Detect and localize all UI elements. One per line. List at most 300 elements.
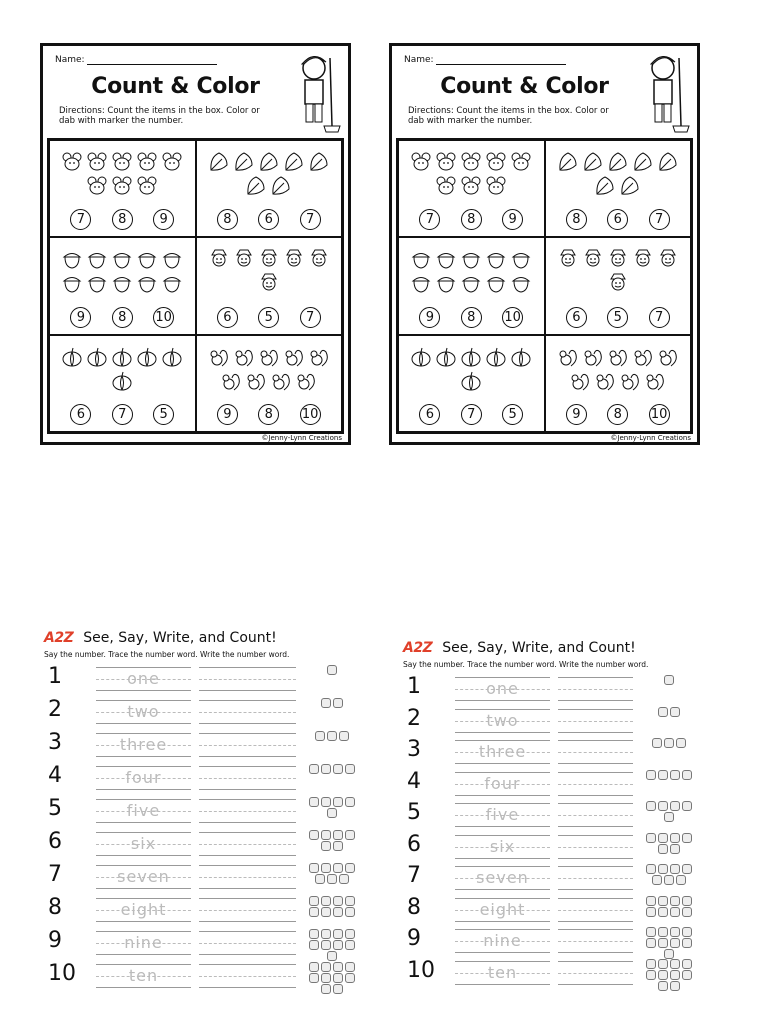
count-picture-icon bbox=[339, 874, 349, 884]
number-choice-circle[interactable]: 7 bbox=[300, 209, 321, 230]
squirrel-icon bbox=[208, 346, 230, 368]
number-numeral: 6 bbox=[48, 829, 62, 854]
trace-word: three bbox=[119, 735, 168, 754]
count-picture-icon bbox=[309, 896, 319, 906]
count-picture-icon bbox=[658, 907, 668, 917]
directions-text: Directions: Count the items in the box. Color or dab with marker the number. bbox=[408, 106, 609, 126]
count-picture-icon bbox=[309, 830, 319, 840]
name-label: Name: bbox=[404, 55, 434, 65]
acorn-icon bbox=[460, 248, 482, 270]
mouse-icon bbox=[435, 175, 457, 197]
leaf-icon bbox=[308, 151, 330, 173]
boy-with-rake-icon bbox=[292, 48, 342, 134]
count-picture-icon bbox=[658, 896, 668, 906]
count-picture-icon bbox=[321, 863, 331, 873]
trace-word-line[interactable] bbox=[455, 929, 550, 953]
count-pictures bbox=[643, 801, 695, 822]
number-numeral: 6 bbox=[407, 831, 421, 857]
acorn-icon bbox=[161, 272, 183, 294]
number-row bbox=[403, 769, 699, 799]
write-word-line[interactable] bbox=[558, 740, 633, 764]
squirrel-icon bbox=[270, 370, 292, 392]
count-pictures bbox=[306, 764, 358, 774]
leaf-icon bbox=[270, 175, 292, 197]
trace-word-line[interactable] bbox=[96, 931, 191, 955]
scarecrow-icon bbox=[632, 248, 654, 270]
trace-word-line[interactable] bbox=[455, 803, 550, 827]
count-picture-icon bbox=[321, 841, 331, 851]
mouse-icon bbox=[111, 175, 133, 197]
leaf-icon bbox=[245, 175, 267, 197]
number-numeral: 8 bbox=[48, 895, 62, 920]
count-picture-icon bbox=[345, 863, 355, 873]
number-numeral: 7 bbox=[48, 862, 62, 887]
number-numeral: 1 bbox=[407, 674, 421, 699]
number-row bbox=[44, 697, 362, 727]
count-picture-icon bbox=[327, 951, 337, 961]
count-picture-icon bbox=[333, 830, 343, 840]
pumpkin-icon bbox=[410, 346, 432, 368]
scarecrow-icon bbox=[233, 248, 255, 270]
number-choice-circle[interactable]: 5 bbox=[153, 404, 174, 425]
count-picture-icon bbox=[321, 764, 331, 774]
number-row bbox=[403, 674, 699, 704]
acorn-icon bbox=[61, 248, 83, 270]
pumpkin-icon bbox=[111, 346, 133, 368]
count-picture-icon bbox=[670, 981, 680, 991]
write-word-line[interactable] bbox=[199, 667, 296, 691]
count-picture-icon bbox=[682, 896, 692, 906]
count-picture-icon bbox=[345, 907, 355, 917]
number-choice-circle[interactable]: 7 bbox=[300, 307, 321, 328]
number-row bbox=[403, 832, 699, 862]
number-choice-circle[interactable]: 9 bbox=[566, 404, 587, 425]
count-picture-icon bbox=[682, 833, 692, 843]
trace-word: one bbox=[127, 669, 160, 688]
squirrel-icon bbox=[295, 370, 317, 392]
count-picture-icon bbox=[658, 938, 668, 948]
count-picture-icon bbox=[315, 874, 325, 884]
trace-word-line[interactable] bbox=[455, 740, 550, 764]
trace-word: four bbox=[125, 768, 162, 787]
number-choice-circle[interactable]: 8 bbox=[566, 209, 587, 230]
mouse-icon bbox=[61, 151, 83, 173]
count-picture-icon bbox=[321, 907, 331, 917]
count-picture-icon bbox=[333, 797, 343, 807]
directions-text: Directions: Count the items in the box. Color or dab with marker the number. bbox=[59, 106, 260, 126]
number-choice-circle[interactable]: 10 bbox=[300, 404, 321, 425]
trace-word-line[interactable] bbox=[96, 964, 191, 988]
number-choice-circle[interactable]: 6 bbox=[217, 307, 238, 328]
count-pictures bbox=[643, 927, 695, 959]
number-choice-circle[interactable]: 9 bbox=[419, 307, 440, 328]
count-pictures bbox=[306, 797, 358, 818]
write-word-line[interactable] bbox=[199, 799, 296, 823]
scarecrow-icon bbox=[258, 272, 280, 294]
acorn-icon bbox=[460, 272, 482, 294]
number-row bbox=[403, 958, 699, 988]
number-choice-circle[interactable]: 8 bbox=[112, 209, 133, 230]
trace-word-line[interactable] bbox=[455, 709, 550, 733]
mouse-icon bbox=[161, 151, 183, 173]
worksheet-title: Count & Color bbox=[440, 74, 609, 99]
name-field bbox=[404, 55, 566, 65]
count-picture-icon bbox=[670, 844, 680, 854]
number-choice-circle[interactable]: 6 bbox=[258, 209, 279, 230]
count-pictures bbox=[306, 962, 358, 994]
count-pictures bbox=[643, 707, 695, 717]
boy-with-rake-icon bbox=[641, 48, 691, 134]
count-picture-icon bbox=[682, 864, 692, 874]
count-picture-icon bbox=[670, 833, 680, 843]
worksheet-header bbox=[403, 640, 636, 656]
trace-word-line[interactable] bbox=[96, 766, 191, 790]
write-word-line[interactable] bbox=[558, 929, 633, 953]
count-picture-icon bbox=[321, 797, 331, 807]
acorn-icon bbox=[111, 248, 133, 270]
number-choice-circle[interactable]: 6 bbox=[419, 404, 440, 425]
number-choice-circle[interactable]: 6 bbox=[70, 404, 91, 425]
count-picture-icon bbox=[333, 863, 343, 873]
trace-word: one bbox=[486, 679, 519, 698]
leaf-icon bbox=[632, 151, 654, 173]
write-word-line[interactable] bbox=[199, 931, 296, 955]
count-picture-icon bbox=[315, 731, 325, 741]
name-line bbox=[436, 55, 566, 65]
number-choice-circle[interactable]: 9 bbox=[502, 209, 523, 230]
leaf-icon bbox=[208, 151, 230, 173]
trace-word: seven bbox=[117, 867, 170, 886]
count-picture-icon bbox=[345, 929, 355, 939]
instructions-text: Say the number. Trace the number word. Write the number word. bbox=[403, 660, 649, 669]
count-picture-icon bbox=[682, 770, 692, 780]
count-picture-icon bbox=[321, 973, 331, 983]
write-word-line[interactable] bbox=[558, 898, 633, 922]
count-picture-icon bbox=[658, 864, 668, 874]
count-pictures bbox=[643, 738, 695, 748]
count-picture-icon bbox=[321, 698, 331, 708]
count-box-scarecrows bbox=[196, 237, 343, 334]
leaf-icon bbox=[594, 175, 616, 197]
number-choice-circle[interactable]: 7 bbox=[70, 209, 91, 230]
number-numeral: 1 bbox=[48, 664, 62, 689]
trace-word-line[interactable] bbox=[455, 772, 550, 796]
number-choice-circle[interactable]: 5 bbox=[502, 404, 523, 425]
count-box-mice bbox=[49, 140, 196, 237]
pumpkin-icon bbox=[161, 346, 183, 368]
count-box-pumpkins bbox=[49, 335, 196, 432]
squirrel-icon bbox=[569, 370, 591, 392]
trace-word-line[interactable] bbox=[96, 865, 191, 889]
count-picture-icon bbox=[646, 801, 656, 811]
count-box-acorns bbox=[49, 237, 196, 334]
number-choice-circle[interactable]: 7 bbox=[419, 209, 440, 230]
acorn-icon bbox=[86, 272, 108, 294]
count-box-squirrels bbox=[545, 335, 692, 432]
count-picture-icon bbox=[682, 959, 692, 969]
number-numeral: 7 bbox=[407, 863, 421, 888]
trace-word-line[interactable] bbox=[96, 799, 191, 823]
number-numeral: 3 bbox=[48, 730, 62, 755]
count-picture-icon bbox=[670, 801, 680, 811]
number-row bbox=[403, 895, 699, 925]
count-picture-icon bbox=[339, 731, 349, 741]
write-word-line[interactable] bbox=[558, 835, 633, 859]
count-picture-icon bbox=[658, 801, 668, 811]
number-choice-circle[interactable]: 8 bbox=[112, 307, 133, 328]
number-choice-circle[interactable]: 6 bbox=[566, 307, 587, 328]
count-color-worksheet-left bbox=[40, 43, 351, 445]
count-pictures bbox=[643, 864, 695, 885]
count-picture-icon bbox=[682, 801, 692, 811]
leaf-icon bbox=[607, 151, 629, 173]
count-picture-icon bbox=[321, 929, 331, 939]
count-box-pumpkins bbox=[398, 335, 545, 432]
trace-word-line[interactable] bbox=[455, 835, 550, 859]
write-word-line[interactable] bbox=[558, 677, 633, 701]
count-pictures bbox=[306, 698, 358, 708]
count-picture-icon bbox=[682, 970, 692, 980]
number-numeral: 5 bbox=[48, 796, 62, 821]
mouse-icon bbox=[460, 151, 482, 173]
count-pictures bbox=[643, 770, 695, 780]
copyright-text: ©Jenny-Lynn Creations bbox=[261, 434, 342, 442]
write-word-line[interactable] bbox=[199, 964, 296, 988]
number-choice-circle[interactable]: 9 bbox=[153, 209, 174, 230]
write-word-line[interactable] bbox=[199, 898, 296, 922]
count-picture-icon bbox=[327, 731, 337, 741]
number-row bbox=[44, 796, 362, 826]
squirrel-icon bbox=[258, 346, 280, 368]
count-picture-icon bbox=[670, 896, 680, 906]
count-picture-icon bbox=[682, 907, 692, 917]
trace-word: three bbox=[478, 742, 527, 761]
count-pictures bbox=[643, 675, 695, 685]
squirrel-icon bbox=[220, 370, 242, 392]
count-picture-icon bbox=[345, 764, 355, 774]
number-choice-circle[interactable]: 8 bbox=[607, 404, 628, 425]
trace-word: seven bbox=[476, 868, 529, 887]
scarecrow-icon bbox=[208, 248, 230, 270]
leaf-icon bbox=[657, 151, 679, 173]
number-choice-circle[interactable]: 6 bbox=[607, 209, 628, 230]
mouse-icon bbox=[86, 151, 108, 173]
worksheet-title: Count & Color bbox=[91, 74, 260, 99]
scarecrow-icon bbox=[607, 248, 629, 270]
count-picture-icon bbox=[309, 797, 319, 807]
write-word-line[interactable] bbox=[199, 766, 296, 790]
count-picture-icon bbox=[345, 973, 355, 983]
count-picture-icon bbox=[646, 927, 656, 937]
trace-word: nine bbox=[483, 931, 522, 950]
pumpkin-icon bbox=[460, 370, 482, 392]
write-word-line[interactable] bbox=[558, 709, 633, 733]
squirrel-icon bbox=[308, 346, 330, 368]
count-picture-icon bbox=[321, 962, 331, 972]
squirrel-icon bbox=[657, 346, 679, 368]
number-choice-circle[interactable]: 8 bbox=[461, 209, 482, 230]
write-word-line[interactable] bbox=[199, 733, 296, 757]
squirrel-icon bbox=[607, 346, 629, 368]
count-picture-icon bbox=[333, 929, 343, 939]
counting-grid bbox=[396, 138, 693, 434]
number-row bbox=[44, 664, 362, 694]
number-choice-circle[interactable]: 7 bbox=[649, 209, 670, 230]
leaf-icon bbox=[582, 151, 604, 173]
count-pictures bbox=[643, 896, 695, 917]
count-picture-icon bbox=[333, 973, 343, 983]
number-choice-circle[interactable]: 10 bbox=[153, 307, 174, 328]
number-numeral: 9 bbox=[407, 926, 421, 951]
count-picture-icon bbox=[664, 738, 674, 748]
number-choice-circle[interactable]: 5 bbox=[258, 307, 279, 328]
count-picture-icon bbox=[309, 863, 319, 873]
count-picture-icon bbox=[658, 833, 668, 843]
count-picture-icon bbox=[345, 797, 355, 807]
number-choice-circle[interactable]: 7 bbox=[649, 307, 670, 328]
number-row bbox=[403, 706, 699, 736]
number-choice-circle[interactable]: 8 bbox=[461, 307, 482, 328]
count-picture-icon bbox=[345, 830, 355, 840]
trace-word: two bbox=[486, 710, 519, 730]
leaf-icon bbox=[557, 151, 579, 173]
leaf-icon bbox=[283, 151, 305, 173]
mouse-icon bbox=[485, 175, 507, 197]
count-picture-icon bbox=[333, 907, 343, 917]
count-pictures bbox=[306, 665, 358, 675]
trace-word-line[interactable] bbox=[455, 866, 550, 890]
trace-word: nine bbox=[124, 933, 163, 952]
count-picture-icon bbox=[664, 875, 674, 885]
number-numeral: 2 bbox=[407, 705, 421, 731]
acorn-icon bbox=[111, 272, 133, 294]
number-choice-circle[interactable]: 8 bbox=[258, 404, 279, 425]
number-choice-circle[interactable]: 9 bbox=[70, 307, 91, 328]
count-picture-icon bbox=[309, 764, 319, 774]
number-choice-circle[interactable]: 7 bbox=[461, 404, 482, 425]
write-word-line[interactable] bbox=[199, 700, 296, 724]
pumpkin-icon bbox=[435, 346, 457, 368]
number-choice-circle[interactable]: 9 bbox=[217, 404, 238, 425]
count-pictures bbox=[306, 896, 358, 917]
count-picture-icon bbox=[652, 738, 662, 748]
mouse-icon bbox=[460, 175, 482, 197]
count-picture-icon bbox=[676, 738, 686, 748]
squirrel-icon bbox=[557, 346, 579, 368]
mouse-icon bbox=[136, 175, 158, 197]
leaf-icon bbox=[258, 151, 280, 173]
write-word-line[interactable] bbox=[558, 803, 633, 827]
count-picture-icon bbox=[333, 764, 343, 774]
count-picture-icon bbox=[670, 907, 680, 917]
count-picture-icon bbox=[327, 874, 337, 884]
scarecrow-icon bbox=[283, 248, 305, 270]
count-box-leaves bbox=[545, 140, 692, 237]
count-picture-icon bbox=[321, 984, 331, 994]
count-picture-icon bbox=[309, 929, 319, 939]
write-word-line[interactable] bbox=[558, 772, 633, 796]
count-picture-icon bbox=[652, 875, 662, 885]
count-picture-icon bbox=[646, 959, 656, 969]
count-picture-icon bbox=[670, 927, 680, 937]
acorn-icon bbox=[136, 272, 158, 294]
number-choice-circle[interactable]: 8 bbox=[217, 209, 238, 230]
count-picture-icon bbox=[646, 938, 656, 948]
number-numeral: 4 bbox=[48, 763, 62, 788]
count-picture-icon bbox=[309, 907, 319, 917]
trace-word: six bbox=[489, 836, 516, 856]
squirrel-icon bbox=[283, 346, 305, 368]
trace-word: eight bbox=[479, 899, 526, 919]
scarecrow-icon bbox=[582, 248, 604, 270]
count-picture-icon bbox=[327, 665, 337, 675]
count-picture-icon bbox=[646, 864, 656, 874]
instructions-text: Say the number. Trace the number word. Write the number word. bbox=[44, 650, 290, 659]
number-numeral: 8 bbox=[407, 894, 421, 920]
number-row bbox=[403, 926, 699, 956]
count-picture-icon bbox=[658, 927, 668, 937]
trace-word: four bbox=[484, 773, 521, 793]
count-box-scarecrows bbox=[545, 237, 692, 334]
number-choice-circle[interactable]: 5 bbox=[607, 307, 628, 328]
number-choice-circle[interactable]: 10 bbox=[502, 307, 523, 328]
count-box-squirrels bbox=[196, 335, 343, 432]
acorn-icon bbox=[435, 272, 457, 294]
squirrel-icon bbox=[233, 346, 255, 368]
count-picture-icon bbox=[658, 770, 668, 780]
name-field bbox=[55, 55, 217, 65]
count-picture-icon bbox=[333, 962, 343, 972]
count-picture-icon bbox=[321, 830, 331, 840]
trace-word-line[interactable] bbox=[96, 700, 191, 724]
write-word-line[interactable] bbox=[558, 866, 633, 890]
acorn-icon bbox=[410, 248, 432, 270]
trace-word: five bbox=[126, 801, 161, 820]
trace-word-line[interactable] bbox=[96, 898, 191, 922]
acorn-icon bbox=[161, 248, 183, 270]
pumpkin-icon bbox=[61, 346, 83, 368]
trace-word-line[interactable] bbox=[96, 667, 191, 691]
count-picture-icon bbox=[670, 864, 680, 874]
acorn-icon bbox=[136, 248, 158, 270]
number-row bbox=[403, 863, 699, 893]
number-numeral: 9 bbox=[48, 928, 62, 953]
count-picture-icon bbox=[646, 833, 656, 843]
trace-word-line[interactable] bbox=[455, 898, 550, 922]
pumpkin-icon bbox=[111, 370, 133, 392]
trace-word-line[interactable] bbox=[455, 961, 550, 985]
count-picture-icon bbox=[327, 808, 337, 818]
leaf-icon bbox=[233, 151, 255, 173]
count-picture-icon bbox=[333, 984, 343, 994]
write-word-line[interactable] bbox=[199, 865, 296, 889]
trace-word: eight bbox=[120, 900, 167, 919]
count-picture-icon bbox=[309, 973, 319, 983]
count-box-leaves bbox=[196, 140, 343, 237]
write-word-line[interactable] bbox=[199, 832, 296, 856]
acorn-icon bbox=[410, 272, 432, 294]
number-choice-circle[interactable]: 10 bbox=[649, 404, 670, 425]
count-picture-icon bbox=[658, 970, 668, 980]
write-word-line[interactable] bbox=[558, 961, 633, 985]
count-picture-icon bbox=[333, 841, 343, 851]
trace-word-line[interactable] bbox=[96, 832, 191, 856]
count-pictures bbox=[643, 959, 695, 991]
number-choice-circle[interactable]: 7 bbox=[112, 404, 133, 425]
trace-word-line[interactable] bbox=[96, 733, 191, 757]
mouse-icon bbox=[485, 151, 507, 173]
trace-word-line[interactable] bbox=[455, 677, 550, 701]
